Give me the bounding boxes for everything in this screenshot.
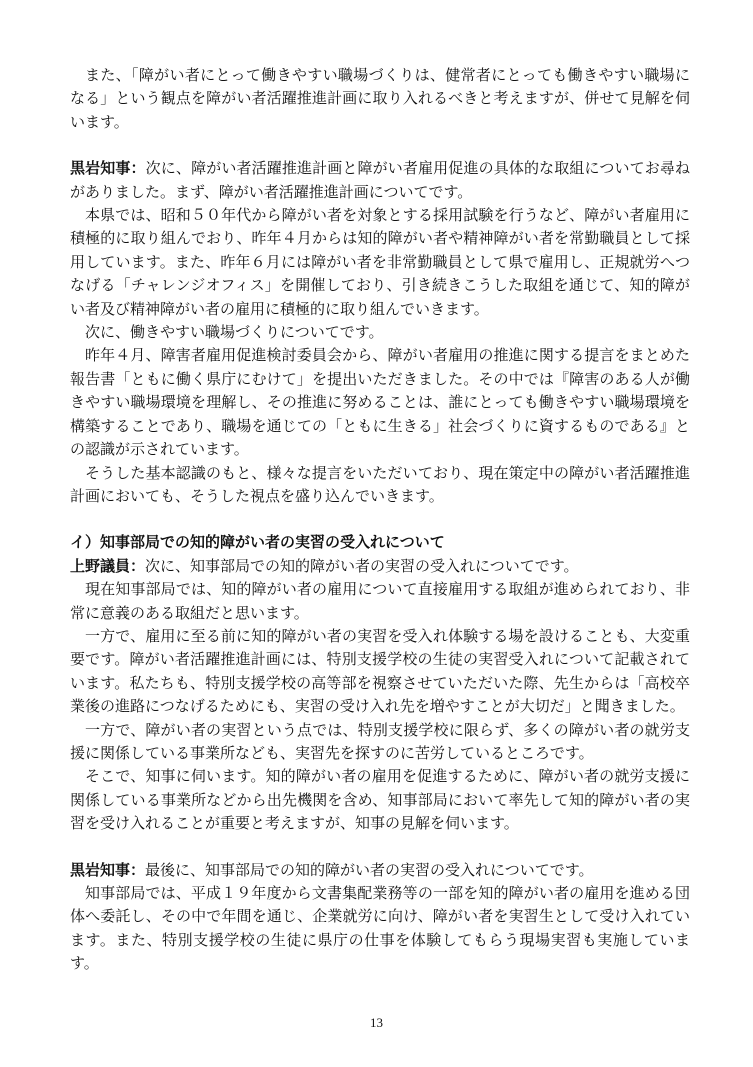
- answer-2-opening: [70, 859, 690, 882]
- spacer: [70, 508, 690, 531]
- answer-1-paragraph: 次に、働きやすい職場づくりについてです。: [85, 323, 384, 342]
- answer-1-paragraph: 昨年４月、障害者雇用促進検討委員会から、障がい者雇用の推進に関する提言をまとめた報告書「ともに働く県庁にむけて」を提出いただきました。その中では『障害のある人が働きやすい職場環境を理解し、その推進に努めることは、誰にとっても働きやすい職場環境を構築することであり、職場を通じての「ともに生きる」社会づくりに資するものである』との認識が示されています。: [70, 346, 690, 459]
- answer-2-paragraph: 知事部局では、平成１９年度から文書集配業務等の一部を知的障がい者の雇用を進める団体へ委託し、その中で年間を通じ、企業就労に向け、障がい者を実習生として受け入れています。また、特別支援学校の生徒に県庁の仕事を体験してもらう現場実習も実施しています。: [70, 884, 690, 973]
- question-2-paragraph: そこで、知事に伺います。知的障がい者の雇用を促進するために、障がい者の就労支援に関係している事業所などから出先機関を含め、知事部局において率先して知的障がい者の実習を受け入れることが重要と考えますが、知事の見解を伺います。: [70, 767, 690, 833]
- section-heading: イ）知事部局での知的障がい者の実習の受入れについて: [70, 533, 445, 552]
- speaker-label: 上野議員：: [70, 556, 146, 575]
- question-2-paragraph: 現在知事部局では、知的障がい者の雇用について直接雇用する取組が進められており、非常に意義のある取組だと思います。: [70, 580, 690, 622]
- spacer: [70, 836, 690, 859]
- question-2-opening: [70, 555, 690, 578]
- answer-1-paragraph: そうした基本認識のもと、様々な提言をいただいており、現在策定中の障がい者活躍推進計画においても、そうした視点を盛り込んでいきます。: [70, 463, 690, 505]
- speaker-label: 黒岩知事：: [70, 159, 146, 178]
- speaker-label: 黒岩知事：: [70, 860, 146, 879]
- document-body: [70, 64, 690, 976]
- answer-1-first-text: 次に、障がい者活躍推進計画と障がい者雇用促進の具体的な取組についてお尋ねがありました。まず、障がい者活躍推進計画についてです。: [70, 159, 690, 201]
- spacer: [70, 134, 690, 157]
- answer-1-paragraph: 本県では、昭和５０年代から障がい者を対象とする採用試験を行うなど、障がい者雇用に積極的に取り組んでおり、昨年４月からは知的障がい者や精神障がい者を常勤職員として採用しています。また、昨年６月には障がい者を非常勤職員として県で雇用し、正規就労へつなげる「チャレンジオフィス」を開催しており、引き続きこうした取組を通じて、知的障がい者及び精神障がい者の雇用に積極的に取り組んでいきます。: [70, 206, 690, 318]
- answer-2-first-text: 最後に、知事部局での知的障がい者の実習の受入れについてです。: [145, 860, 594, 879]
- question-2-paragraph: 一方で、雇用に至る前に知的障がい者の実習を受入れ体験する場を設けることも、大変重要です。障がい者活躍推進計画には、特別支援学校の生徒の実習受入れについて記載されています。私たちも、特別支援学校の高等部を視察させていただいた際、先生からは「高校卒業後の進路につなげるためにも、実習の受け入れ先を増やすことが大切だ」と聞きました。: [70, 626, 690, 716]
- question-1-closing-paragraph: また、「障がい者にとって働きやすい職場づくりは、健常者にとっても働きやすい職場になる」という観点を障がい者活躍推進計画に取り入れるべきと考えますが、併せて見解を伺います。: [70, 66, 690, 131]
- question-2-paragraph: 一方で、障がい者の実習という点では、特別支援学校に限らず、多くの障がい者の就労支援に関係している事業所なども、実習先を探すのに苦労しているところです。: [70, 720, 690, 762]
- question-2-first-text: 次に、知事部局での知的障がい者の実習の受入れについてです。: [145, 556, 579, 575]
- page-number: 13: [370, 1015, 383, 1030]
- answer-1-opening: [70, 157, 690, 204]
